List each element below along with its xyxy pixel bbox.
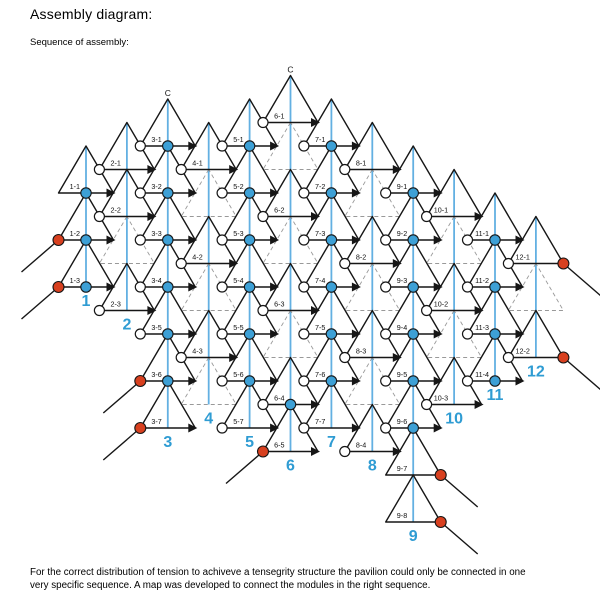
spine-node-blue	[408, 423, 418, 433]
spine-node-blue	[490, 282, 500, 292]
spine-node-blue	[408, 235, 418, 245]
connector-node-white	[340, 259, 350, 269]
connector-node-white	[135, 329, 145, 339]
module-label: 10-2	[433, 299, 449, 309]
module-label: 10-1	[433, 205, 449, 215]
module-label: 12-2	[515, 346, 530, 356]
connector-node-white	[503, 353, 513, 363]
module-label: 7-2	[315, 182, 326, 191]
module-label: 4-1	[192, 158, 203, 168]
anchor-tail	[22, 287, 59, 319]
connector-node-white	[217, 376, 227, 386]
footer-line-1: For the correct distribution of tension to achiveve a tensegrity structure the pavilion could only be connected in one	[30, 567, 526, 578]
connector-node-white	[176, 353, 186, 363]
connector-node-white	[217, 188, 227, 198]
spine-node-blue	[490, 235, 500, 245]
anchor-tail	[441, 475, 478, 507]
connector-node-white	[94, 212, 104, 222]
column-number: 8	[367, 457, 377, 475]
connector-node-white	[135, 141, 145, 151]
module-label: 11-4	[475, 370, 489, 379]
connector-node-white	[176, 259, 186, 269]
spine-node-blue	[244, 235, 254, 245]
module-label: 2-2	[110, 205, 121, 215]
connector-node-white	[381, 282, 391, 292]
connector-node-white	[463, 235, 473, 245]
module-label: 9-3	[396, 276, 408, 285]
module-label: 5-3	[233, 229, 244, 238]
column-number: 7	[326, 434, 336, 451]
anchor-tail	[441, 522, 478, 554]
connector-node-white	[381, 188, 391, 198]
module-label: 9-7	[396, 464, 408, 473]
connector-node-white	[381, 423, 391, 433]
module-label: 1-3	[69, 276, 80, 285]
connector-node-white	[422, 306, 432, 316]
connector-node-white	[503, 259, 513, 269]
connector-node-white	[340, 165, 350, 175]
connector-node-white	[299, 423, 309, 433]
connector-node-white	[381, 329, 391, 339]
spine-node-blue	[408, 188, 418, 198]
module-label: 6-4	[274, 393, 285, 403]
module-label: 7-1	[315, 135, 326, 144]
module-label: 6-2	[274, 205, 285, 215]
connector-node-white	[135, 282, 145, 292]
spine-node-blue	[490, 329, 500, 339]
spine-node-blue	[244, 282, 254, 292]
module-label: 5-4	[233, 276, 244, 285]
connector-node-white	[340, 353, 350, 363]
connector-node-white	[258, 306, 268, 316]
anchor-tail	[103, 381, 140, 413]
module-label: 8-3	[355, 346, 367, 356]
spine-node-blue	[408, 329, 418, 339]
spine-node-blue	[244, 141, 254, 151]
column-number: 5	[245, 434, 255, 451]
anchor-node-red	[53, 282, 64, 293]
spine-node-blue	[81, 235, 91, 245]
spine-node-blue	[163, 141, 173, 151]
connector-node-white	[258, 212, 268, 222]
module-label: 4-3	[192, 346, 203, 356]
connector-node-white	[94, 165, 104, 175]
column-number: 1	[81, 293, 91, 310]
anchor-tail	[563, 358, 600, 390]
spine-node-blue	[490, 376, 500, 386]
module-label: 6-3	[274, 299, 285, 309]
module-label: 5-2	[233, 182, 244, 191]
spine-node-blue	[244, 329, 254, 339]
column-c-label: C	[287, 64, 294, 75]
module-label: 5-7	[233, 417, 244, 426]
module-label: 1-2	[69, 229, 80, 238]
connector-node-white	[176, 165, 186, 175]
module-label: 3-5	[151, 323, 162, 332]
module-label: 9-6	[396, 417, 408, 426]
column-number: 11	[486, 387, 504, 404]
connector-node-white	[463, 329, 473, 339]
connector-node-white	[258, 400, 268, 410]
page-subtitle: Sequence of assembly:	[30, 37, 129, 48]
module-label: 7-3	[315, 229, 326, 238]
module-label: 7-7	[315, 417, 326, 426]
spine-node-blue	[244, 188, 254, 198]
anchor-node-red	[558, 352, 569, 363]
spine-node-blue	[163, 282, 173, 292]
connector-node-white	[299, 235, 309, 245]
labels-layer	[70, 112, 530, 521]
module-label: 6-1	[274, 111, 285, 121]
column-number: 12	[527, 363, 545, 381]
connector-node-white	[135, 235, 145, 245]
spine-node-blue	[244, 376, 254, 386]
module-label: 9-1	[396, 182, 408, 191]
anchor-node-red	[53, 235, 64, 246]
connector-node-white	[299, 188, 309, 198]
spine-node-blue	[163, 376, 173, 386]
connector-node-white	[299, 141, 309, 151]
module-label: 2-1	[110, 158, 121, 168]
connector-node-white	[299, 282, 309, 292]
spine-node-blue	[326, 329, 336, 339]
connector-node-white	[381, 376, 391, 386]
module-label: 9-5	[396, 370, 408, 379]
spine-node-blue	[326, 282, 336, 292]
column-number: 4	[204, 410, 214, 428]
connector-node-white	[422, 212, 432, 222]
anchor-node-red	[435, 517, 446, 528]
module-label: 9-2	[396, 229, 408, 238]
column-number: 6	[286, 457, 295, 475]
module-label: 8-4	[355, 440, 367, 450]
module-label: 3-4	[151, 276, 162, 285]
footer-text	[30, 566, 526, 592]
connector-node-white	[340, 447, 350, 457]
anchor-node-red	[558, 258, 569, 269]
connector-node-white	[299, 329, 309, 339]
module-label: 7-5	[315, 323, 326, 332]
column-number: 9	[408, 528, 418, 545]
module-label: 3-3	[151, 229, 162, 238]
module-label: 4-2	[192, 252, 203, 262]
anchor-tail	[226, 452, 263, 484]
connector-node-white	[422, 400, 432, 410]
column-number: 2	[122, 316, 132, 334]
module-label: 11-3	[475, 323, 489, 332]
spine-node-blue	[163, 235, 173, 245]
column-number: 10	[445, 410, 463, 428]
connector-node-white	[217, 423, 227, 433]
anchor-node-red	[258, 446, 269, 457]
anchor-node-red	[135, 423, 146, 434]
anchor-node-red	[135, 376, 146, 387]
module-label: 12-1	[515, 252, 530, 262]
module-label: 3-6	[151, 370, 162, 379]
footer-line-2: very specific sequence. A map was developed to connect the modules in the right sequence.	[30, 580, 431, 591]
module-label: 10-3	[433, 393, 449, 403]
tris-layer	[59, 76, 564, 523]
module-label: 7-4	[315, 276, 326, 285]
spine-node-blue	[326, 235, 336, 245]
module-label: 8-2	[355, 252, 367, 262]
spine-node-blue	[326, 376, 336, 386]
connector-node-white	[258, 118, 268, 128]
spine-node-blue	[326, 188, 336, 198]
connector-node-white	[217, 282, 227, 292]
module-label: 5-1	[233, 135, 244, 144]
page-title: Assembly diagram:	[30, 6, 153, 22]
connector-node-white	[381, 235, 391, 245]
column-c-label: C	[164, 88, 171, 98]
module-label: 9-8	[396, 511, 408, 520]
column-number: 3	[163, 434, 173, 451]
module-label: 3-7	[151, 417, 162, 426]
connector-node-white	[217, 141, 227, 151]
connector-node-white	[463, 376, 473, 386]
module-label: 7-6	[315, 370, 326, 379]
module-label: 5-6	[233, 370, 244, 379]
module-label: 6-5	[274, 440, 285, 450]
module-label: 11-1	[475, 229, 489, 238]
spine-node-blue	[408, 282, 418, 292]
connector-node-white	[135, 188, 145, 198]
spine-node-blue	[408, 376, 418, 386]
module-label: 11-2	[475, 276, 489, 285]
module-label: 5-5	[233, 323, 244, 332]
module-label: 2-3	[110, 299, 121, 309]
connector-node-white	[299, 376, 309, 386]
spine-node-blue	[163, 188, 173, 198]
module-label: 8-1	[355, 158, 367, 168]
connector-node-white	[94, 306, 104, 316]
spine-node-blue	[81, 282, 91, 292]
connector-node-white	[217, 329, 227, 339]
module-label: 3-1	[151, 135, 162, 144]
anchor-tail	[103, 428, 140, 460]
anchor-tail	[563, 264, 600, 296]
anchor-node-red	[435, 470, 446, 481]
anchor-tail	[22, 240, 59, 272]
connector-node-white	[463, 282, 473, 292]
spine-node-blue	[326, 141, 336, 151]
spine-node-blue	[81, 188, 91, 198]
spine-node-blue	[285, 399, 295, 409]
connector-node-white	[217, 235, 227, 245]
module-label: 1-1	[69, 182, 80, 191]
spine-node-blue	[163, 329, 173, 339]
module-label: 3-2	[151, 182, 162, 191]
module-label: 9-4	[396, 323, 408, 332]
